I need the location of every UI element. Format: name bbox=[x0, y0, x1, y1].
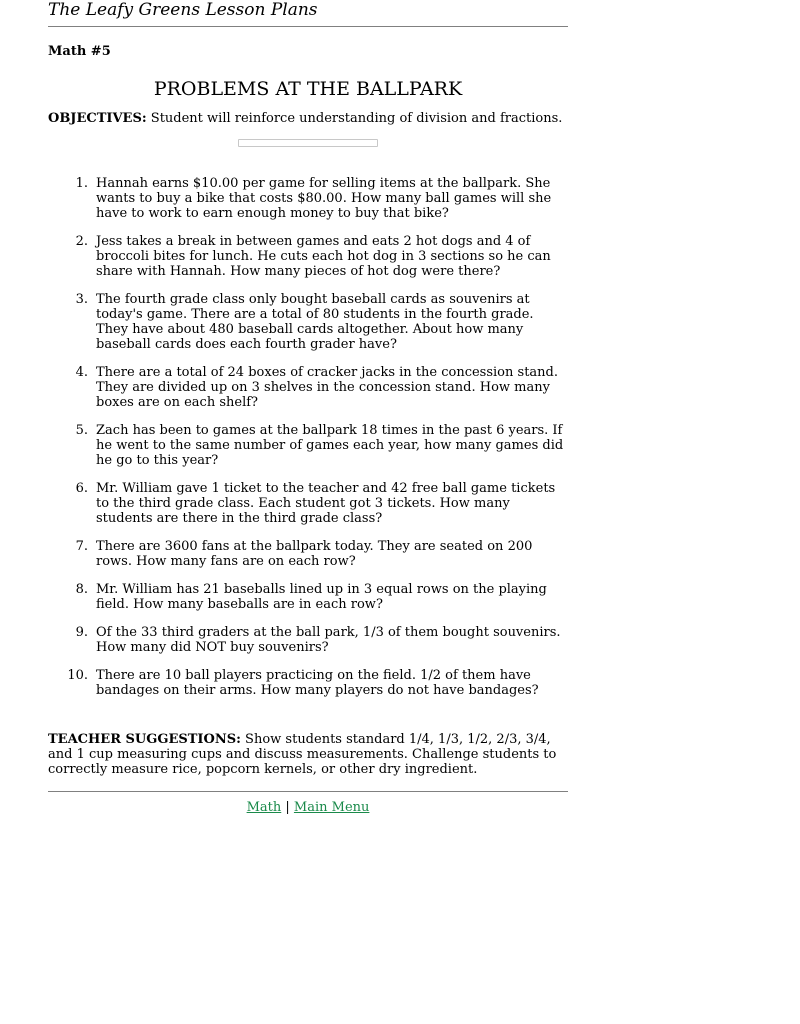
list-item bbox=[48, 176, 568, 221]
page-title: PROBLEMS AT THE BALLPARK bbox=[153, 78, 463, 100]
problem-text: Mr. William gave 1 ticket to the teacher and 42 free ball game tickets to the third grade class. Each student got 3 tickets. How many students are there in the third grade class? bbox=[96, 481, 556, 526]
problem-number: 4. bbox=[75, 365, 88, 380]
lesson-page bbox=[48, 0, 568, 815]
problem-list bbox=[48, 176, 568, 698]
problem-text: Hannah earns $10.00 per game for selling items at the ballpark. She wants to buy a bike that costs $80.00. How many ball games will she have to work to earn enough money to buy that bike? bbox=[96, 176, 552, 221]
problem-number: 9. bbox=[75, 625, 88, 640]
problem-number: 8. bbox=[75, 582, 88, 597]
list-item bbox=[48, 365, 568, 410]
problem-number: 10. bbox=[67, 668, 88, 683]
math-link[interactable]: Math bbox=[246, 800, 282, 815]
problem-text: Mr. William has 21 baseballs lined up in 3 equal rows on the playing field. How many baseballs are in each row? bbox=[96, 582, 547, 612]
problem-text: There are a total of 24 boxes of cracker jacks in the concession stand. They are divided up on 3 shelves in the concession stand. How many boxes are on each shelf? bbox=[96, 365, 558, 410]
list-item bbox=[48, 234, 568, 279]
problem-text: There are 10 ball players practicing on the field. 1/2 of them have bandages on their arms. How many players do not have bandages? bbox=[96, 668, 539, 698]
objectives-text: Student will reinforce understanding of division and fractions. bbox=[146, 111, 563, 126]
problem-text: There are 3600 fans at the ballpark today. They are seated on 200 rows. How many fans are on each row? bbox=[96, 539, 533, 569]
list-item bbox=[48, 292, 568, 352]
suggestions-text: Show students standard 1/4, 1/3, 1/2, 2/3, 3/4, and 1 cup measuring cups and discuss measurements. Challenge students to correctly measure rice, popcorn kernels, or other dry ingredient. bbox=[48, 732, 557, 777]
problem-number: 1. bbox=[75, 176, 88, 191]
footer-nav bbox=[48, 800, 568, 815]
problem-number: 5. bbox=[75, 423, 88, 438]
problem-number: 3. bbox=[75, 292, 88, 307]
list-item bbox=[48, 481, 568, 526]
problem-text: Jess takes a break in between games and eats 2 hot dogs and 4 of broccoli bites for lunch. He cuts each hot dog in 3 sections so he can share with Hannah. How many pieces of hot dog were there? bbox=[96, 234, 551, 279]
problem-text: Of the 33 third graders at the ball park, 1/3 of them bought souvenirs. How many did NOT buy souvenirs? bbox=[96, 625, 561, 655]
list-item bbox=[48, 423, 568, 468]
teacher-suggestions bbox=[48, 732, 568, 777]
problem-number: 7. bbox=[75, 539, 88, 554]
list-item bbox=[48, 582, 568, 612]
lesson-number: Math #5 bbox=[48, 44, 111, 59]
suggestions-label: TEACHER SUGGESTIONS: bbox=[48, 732, 241, 747]
link-separator: | bbox=[281, 800, 294, 815]
problem-text: Zach has been to games at the ballpark 18 times in the past 6 years. If he went to the same number of games each year, how many games did he go to this year? bbox=[96, 423, 564, 468]
problem-number: 6. bbox=[75, 481, 88, 496]
list-item bbox=[48, 539, 568, 569]
site-title: The Leafy Greens Lesson Plans bbox=[48, 0, 318, 20]
footer-divider bbox=[48, 791, 568, 792]
list-item bbox=[48, 625, 568, 655]
objectives bbox=[48, 110, 568, 127]
section-divider bbox=[238, 139, 378, 147]
problem-text: The fourth grade class only bought baseball cards as souvenirs at today's game. There are a total of 80 students in the fourth grade. They have about 480 baseball cards altogether. About how many baseball cards does each fourth grader have? bbox=[96, 292, 534, 352]
header-divider bbox=[48, 26, 568, 27]
main-menu-link[interactable]: Main Menu bbox=[293, 800, 370, 815]
objectives-label: OBJECTIVES: bbox=[48, 111, 147, 126]
list-item bbox=[48, 668, 568, 698]
problem-number: 2. bbox=[75, 234, 88, 249]
